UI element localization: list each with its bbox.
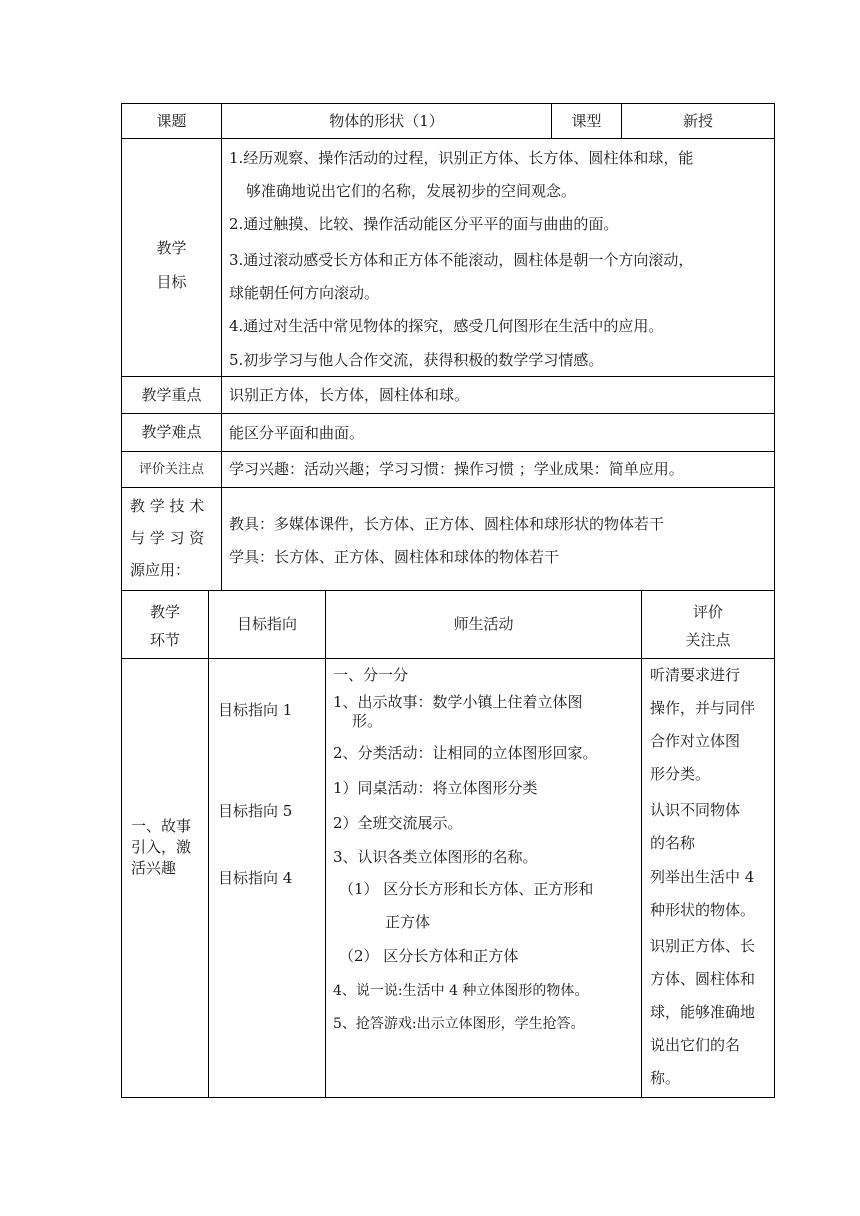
rule xyxy=(641,590,642,1097)
rule xyxy=(121,658,775,659)
topic-value: 物体的形状（1） xyxy=(329,112,444,130)
evaluation-header xyxy=(642,598,774,654)
evaluation-line: 形分类。 xyxy=(650,765,711,783)
evaluation-line: 识别正方体、长 xyxy=(650,937,756,955)
resources-label-line: 源应用： xyxy=(130,561,191,579)
objective-line: 1.经历观察、操作活动的过程，识别正方体、长方体、圆柱体和球，能 xyxy=(229,149,694,167)
target-header: 目标指向 xyxy=(236,615,297,633)
evaluation-line: 合作对立体图 xyxy=(650,732,741,750)
target-item: 目标指向 5 xyxy=(218,802,293,820)
evaluation-line: 操作，并与同伴 xyxy=(650,699,756,717)
rule xyxy=(121,1097,775,1098)
target-item: 目标指向 1 xyxy=(218,701,293,719)
activity-line: （2） 区分长方体和正方体 xyxy=(339,947,519,965)
activity-header: 师生活动 xyxy=(453,615,514,633)
evaluation-line: 的名称 xyxy=(650,834,696,852)
objective-line: 3.通过滚动感受长方体和正方体不能滚动，圆柱体是朝一个方向滚动， xyxy=(229,251,694,269)
key-point-label: 教学重点 xyxy=(141,386,202,404)
stage-header xyxy=(122,598,208,654)
evaluation-line: 说出它们的名 xyxy=(650,1036,741,1054)
activity-line: 1、出示故事：数学小镇上住着立体图 xyxy=(333,693,583,711)
evaluation-line: 列举出生活中 4 xyxy=(650,868,755,886)
evaluation-header-line: 关注点 xyxy=(685,631,731,649)
key-point-value: 识别正方体，长方体，圆柱体和球。 xyxy=(229,386,470,404)
evaluation-line: 方体、圆柱体和 xyxy=(650,970,756,988)
stage-header-line: 环节 xyxy=(149,631,180,649)
activity-line: 5、抢答游戏:出示立体图形，学生抢答。 xyxy=(333,1016,585,1032)
rule xyxy=(121,413,775,414)
evaluation-line: 认识不同物体 xyxy=(650,801,741,819)
stage-header-line: 教学 xyxy=(149,603,180,621)
rule xyxy=(121,451,775,452)
rule xyxy=(121,487,775,488)
target-item: 目标指向 4 xyxy=(218,869,293,887)
rule xyxy=(121,103,775,104)
rule xyxy=(208,590,209,1097)
activity-line: 一、分一分 xyxy=(333,666,409,684)
rule xyxy=(221,103,222,590)
student-tools: 学具：长方体、正方体、圆柱体和球体的物体若干 xyxy=(229,548,560,566)
resources-label-line: 与 学 习 资 xyxy=(130,529,205,547)
type-label: 课型 xyxy=(571,112,602,130)
evaluation-value: 学习兴趣：活动兴趣；学习习惯：操作习惯 ；学业成果：简单应用。 xyxy=(229,460,684,478)
difficulty-label: 教学难点 xyxy=(141,423,202,441)
type-value: 新授 xyxy=(682,112,713,130)
evaluation-header-line: 评价 xyxy=(692,603,723,621)
rule xyxy=(325,590,326,1097)
objective-line: 球能朝任何方向滚动。 xyxy=(229,284,380,302)
activity-line: 形。 xyxy=(352,712,383,730)
stage-name-line: 引入，激 xyxy=(131,838,192,856)
evaluation-line: 称。 xyxy=(650,1069,681,1087)
activity-line: 4、说一说:生活中 4 种立体图形的物体。 xyxy=(333,983,589,999)
teacher-tools: 教具：多媒体课件，长方体、正方体、圆柱体和球形状的物体若干 xyxy=(229,515,665,533)
rule xyxy=(774,103,775,1098)
resources-label-line: 教 学 技 术 xyxy=(130,497,205,515)
activity-line: 3、认识各类立体图形的名称。 xyxy=(333,848,538,866)
objectives-label xyxy=(122,231,221,299)
activity-line: 正方体 xyxy=(385,913,431,931)
activity-line: 2）全班交流展示。 xyxy=(333,814,463,832)
evaluation-label: 评价关注点 xyxy=(138,462,204,477)
objective-line: 2.通过触摸、比较、操作活动能区分平平的面与曲曲的面。 xyxy=(229,215,619,233)
objective-line: 够准确地说出它们的名称，发展初步的空间观念。 xyxy=(246,182,577,200)
evaluation-line: 种形状的物体。 xyxy=(650,901,756,919)
rule xyxy=(121,138,775,139)
evaluation-line: 球，能够准确地 xyxy=(650,1003,756,1021)
objective-line: 5.初步学习与他人合作交流，获得积极的数学学习情感。 xyxy=(229,351,604,369)
evaluation-line: 听清要求进行 xyxy=(650,666,741,684)
stage-name-line: 活兴趣 xyxy=(131,859,177,877)
objective-line: 4.通过对生活中常见物体的探究，感受几何图形在生活中的应用。 xyxy=(229,317,664,335)
topic-label: 课题 xyxy=(156,112,187,130)
stage-name-line: 一、故事 xyxy=(131,817,192,835)
rule xyxy=(121,590,775,591)
rule xyxy=(121,376,775,377)
objectives-label-line: 目标 xyxy=(156,273,187,291)
activity-line: 2、分类活动：让相同的立体图形回家。 xyxy=(333,744,598,762)
objectives-label-line: 教学 xyxy=(156,239,187,257)
activity-line: （1） 区分长方形和长方体、正方形和 xyxy=(339,880,594,898)
difficulty-value: 能区分平面和曲面。 xyxy=(229,424,365,442)
activity-line: 1）同桌活动：将立体图形分类 xyxy=(333,779,538,797)
